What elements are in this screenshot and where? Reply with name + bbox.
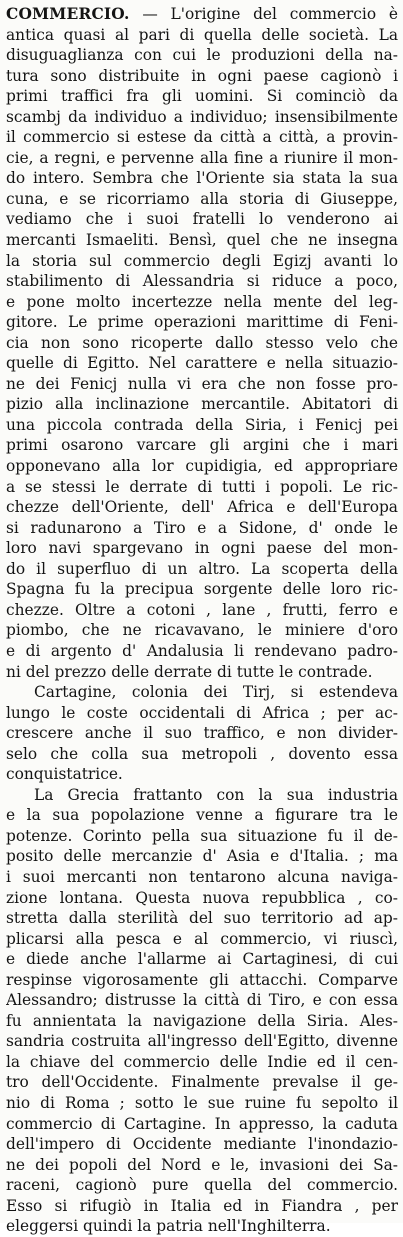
text-line: loro navi spargevano in ogni paese del mon-	[6, 539, 398, 558]
text-line: potenze. Corinto pella sua situazione fu il de-	[6, 826, 398, 845]
text-line: fu annientata la navigazione della Siria. Ales-	[6, 1011, 398, 1030]
article-heading: COMMERCIO.	[6, 5, 130, 23]
text-line: cie, a regni, e pervenne alla fine a riunire il mon-	[6, 148, 398, 167]
text-line: dell'impero di Occidente mediante l'inondazio-	[6, 1135, 398, 1154]
text-line: primi traffici fra gli uomini. Si cominciò da	[6, 87, 398, 106]
text-line: opponevano alla lor cupidigia, ed appropriare	[6, 457, 398, 476]
text-line: raceni, cagionò pure quella del commercio.	[6, 1176, 398, 1195]
text-line: primi osarono varcare gli argini che i mari	[6, 436, 398, 455]
text-line: ni del prezzo delle derrate di tutte le contrade.	[6, 662, 373, 681]
text-line: gitore. Le prime operazioni marittime di Feni-	[6, 313, 398, 332]
text-line: sandria costruita all'ingresso dell'Egitto, divenne	[6, 1032, 398, 1051]
text-line: do il superfluo di un altro. La scoperta della	[6, 559, 398, 578]
text-line: Alessandro; distrusse la città di Tiro, e con essa	[6, 991, 398, 1010]
text-line: ne dei popoli del Nord e le, invasioni dei Sa-	[6, 1155, 398, 1174]
text-line: zione lontana. Questa nuova repubblica , co-	[6, 888, 398, 907]
text-line: quelle di Egitto. Nel carattere e nella situazio-	[6, 354, 398, 373]
text-line-content: — L'origine del commercio è	[142, 5, 398, 23]
text-line: una piccola contrada della Siria, i Fenicj pei	[6, 415, 398, 434]
text-line: la chiave del commercio delle Indie ed il cen-	[6, 1052, 398, 1071]
text-line: stabilimento di Alessandria si riduce a poco,	[6, 272, 398, 291]
text-line: a se stessi le derrate di tutti i popoli. Le ric-	[6, 477, 398, 496]
text-line: eleggersi quindi la patria nell'Inghilterra.	[6, 1217, 331, 1236]
text-line: i suoi mercanti non tentarono alcuna naviga-	[6, 867, 398, 886]
text-line: e la sua popolazione venne a figurare tra le	[6, 806, 398, 825]
text-line: chezze dell'Oriente, dell' Africa e dell'Europa	[6, 498, 398, 517]
text-line: ne dei Fenicj nulla vi era che non fosse pro-	[6, 374, 398, 393]
text-line: lungo le coste occidentali di Africa ; per ac-	[6, 703, 398, 722]
text-line: cuna, e se ricorriamo alla storia di Giuseppe,	[6, 189, 398, 208]
text-line: vediamo che i suoi fratelli lo venderono ai	[6, 210, 398, 229]
text-line: chezze. Oltre a cotoni , lane , frutti, ferro e	[6, 600, 398, 619]
text-line: stretta dalla sterilità del suo territorio ad ap-	[6, 909, 398, 928]
text-line: tura sono distribuite in ogni paese cagionò i	[6, 66, 398, 85]
text-line: e pone molto incertezze nella mente del leg-	[6, 292, 398, 311]
text-line: la storia sul commercio degli Egizj avanti lo	[6, 251, 398, 270]
text-line: disuguaglianza con cui le produzioni della na-	[6, 46, 398, 65]
paragraph	[6, 4, 398, 682]
text-line: respinse vigorosamente gli attacchi. Comparve	[6, 970, 398, 989]
article-commercio	[6, 4, 398, 1237]
paragraph	[6, 785, 398, 1237]
paragraph	[6, 682, 398, 785]
text-line: conquistatrice.	[6, 765, 123, 784]
text-line: antica quasi al pari di quella delle società. La	[6, 25, 398, 44]
text-line: e diede anche l'allarme ai Cartaginesi, di cui	[6, 950, 398, 969]
text-line: plicarsi alla pesca e al commercio, vi riuscì,	[6, 929, 398, 948]
text-line: Esso si rifugiò in Italia ed in Fiandra , per	[6, 1196, 398, 1215]
text-line: posito delle mercanzie d' Asia e d'Italia. ; ma	[6, 847, 398, 866]
text-line: e di argento d' Andalusia li rendevano padro-	[6, 641, 398, 660]
text-line: scambj da individuo a individuo; insensibilmente	[6, 107, 398, 126]
text-line: do intero. Sembra che l'Oriente sia stata la sua	[6, 169, 398, 188]
text-line: commercio di Cartagine. In appresso, la caduta	[6, 1114, 398, 1133]
text-line: mercanti Ismaeliti. Bensì, quel che ne insegna	[6, 231, 398, 250]
text-line: pizio alla inclinazione mercantile. Abitatori di	[6, 395, 398, 414]
text-line: nio di Roma ; sotto le sue ruine fu sepolto il	[6, 1093, 398, 1112]
text-line: Spagna fu la precipua sorgente delle loro ric-	[6, 580, 398, 599]
text-line: il commercio si estese da città a città, a provin-	[6, 128, 398, 147]
text-line: Cartagine, colonia dei Tirj, si estendeva	[34, 683, 398, 702]
text-line: selo che colla sua metropoli , dovento essa	[6, 744, 398, 763]
text-line: tro dell'Occidente. Finalmente prevalse il ge-	[6, 1073, 398, 1092]
text-line	[6, 4, 398, 25]
text-line: La Grecia frattanto con la sua industria	[34, 785, 398, 804]
text-line: si radunarono a Tiro e a Sidone, d' onde le	[6, 518, 398, 537]
text-line: piombo, che ne ricavavano, le miniere d'oro	[6, 621, 398, 640]
text-line: cia non sono ricoperte dallo stesso velo che	[6, 333, 398, 352]
text-line: crescere anche il suo traffico, e non divider-	[6, 724, 398, 743]
